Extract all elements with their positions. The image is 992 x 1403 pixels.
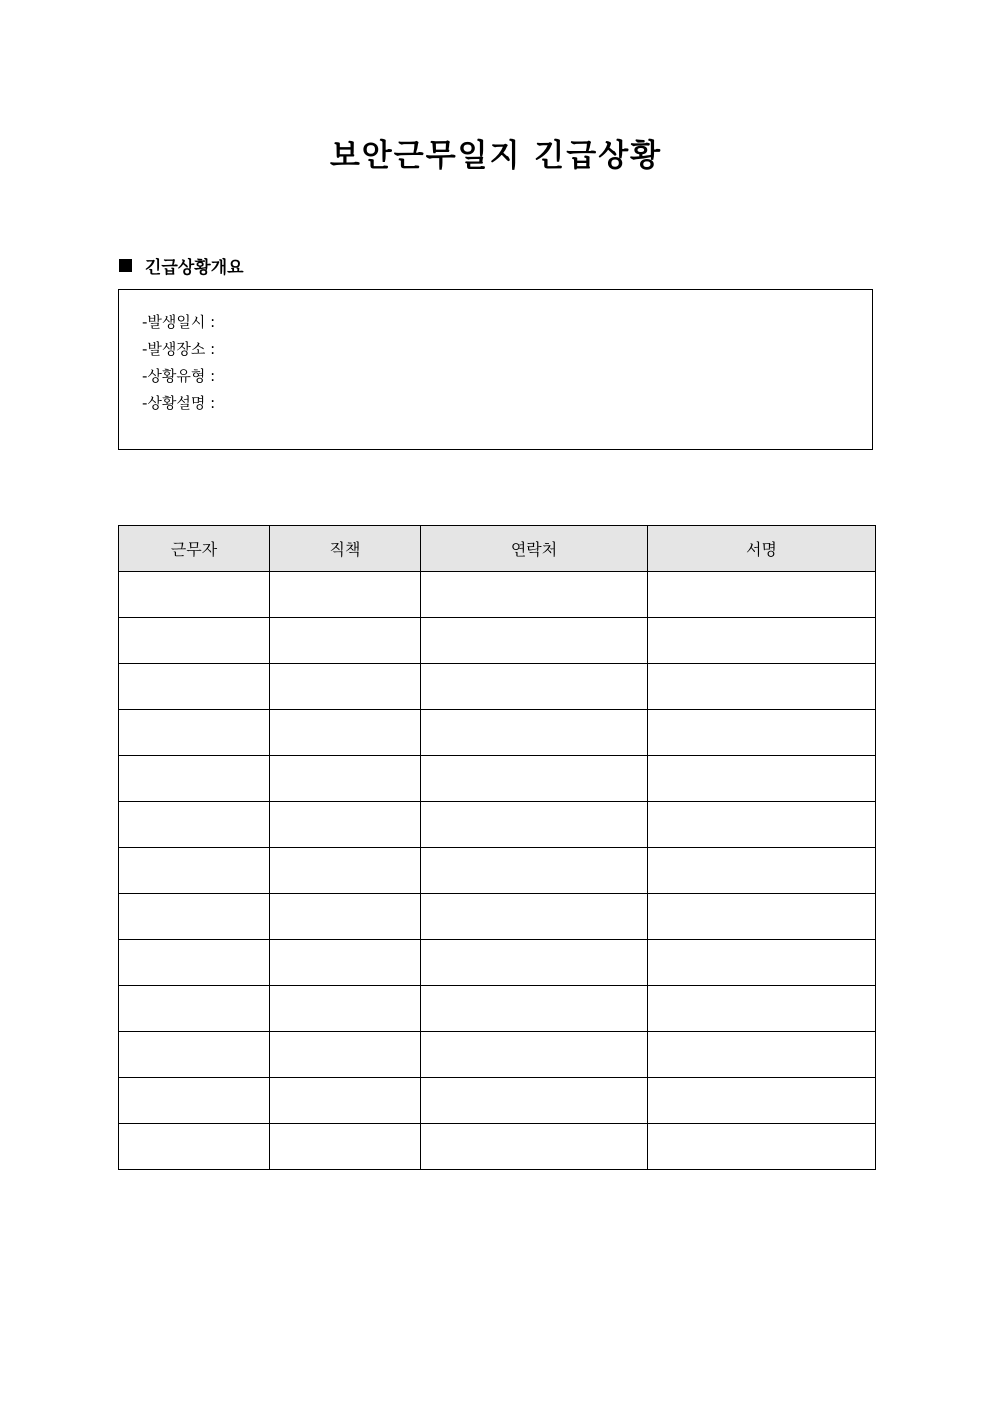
worker-cell[interactable] <box>119 802 270 848</box>
table-row <box>119 572 876 618</box>
position-cell[interactable] <box>270 940 421 986</box>
position-cell[interactable] <box>270 664 421 710</box>
signature-cell[interactable] <box>648 802 876 848</box>
worker-cell[interactable] <box>119 572 270 618</box>
contact-cell[interactable] <box>421 1078 648 1124</box>
contact-cell[interactable] <box>421 894 648 940</box>
position-cell[interactable] <box>270 802 421 848</box>
signature-cell[interactable] <box>648 940 876 986</box>
column-header-signature: 서명 <box>648 526 876 572</box>
contact-cell[interactable] <box>421 1124 648 1170</box>
worker-cell[interactable] <box>119 848 270 894</box>
table-row <box>119 848 876 894</box>
column-header-worker: 근무자 <box>119 526 270 572</box>
signature-cell[interactable] <box>648 664 876 710</box>
worker-cell[interactable] <box>119 756 270 802</box>
table-row <box>119 618 876 664</box>
position-cell[interactable] <box>270 756 421 802</box>
signature-cell[interactable] <box>648 986 876 1032</box>
table-row <box>119 664 876 710</box>
occurrence-location-field[interactable]: -발생장소 : <box>142 340 216 358</box>
staff-roster-table <box>118 525 876 1170</box>
table-row <box>119 986 876 1032</box>
table-row <box>119 802 876 848</box>
contact-cell[interactable] <box>421 710 648 756</box>
document-title: 보안근무일지 긴급상황 <box>329 138 663 174</box>
situation-description-field[interactable]: -상황설명 : <box>142 394 216 412</box>
table-row <box>119 1078 876 1124</box>
table-row <box>119 1032 876 1078</box>
signature-cell[interactable] <box>648 710 876 756</box>
worker-cell[interactable] <box>119 894 270 940</box>
position-cell[interactable] <box>270 986 421 1032</box>
contact-cell[interactable] <box>421 940 648 986</box>
overview-heading-label: 긴급상황개요 <box>145 257 244 278</box>
column-header-contact: 연락처 <box>421 526 648 572</box>
column-header-position: 직책 <box>270 526 421 572</box>
signature-cell[interactable] <box>648 1078 876 1124</box>
signature-cell[interactable] <box>648 618 876 664</box>
table-row <box>119 894 876 940</box>
worker-cell[interactable] <box>119 940 270 986</box>
position-cell[interactable] <box>270 1032 421 1078</box>
occurrence-datetime-field[interactable]: -발생일시 : <box>142 313 216 331</box>
black-square-icon <box>119 259 132 272</box>
table-row <box>119 940 876 986</box>
signature-cell[interactable] <box>648 894 876 940</box>
table-row <box>119 756 876 802</box>
position-cell[interactable] <box>270 710 421 756</box>
position-cell[interactable] <box>270 894 421 940</box>
situation-type-field[interactable]: -상황유형 : <box>142 367 216 385</box>
roster-body <box>119 572 876 1170</box>
position-cell[interactable] <box>270 572 421 618</box>
overview-box <box>118 289 873 450</box>
worker-cell[interactable] <box>119 986 270 1032</box>
contact-cell[interactable] <box>421 1032 648 1078</box>
signature-cell[interactable] <box>648 572 876 618</box>
signature-cell[interactable] <box>648 1124 876 1170</box>
contact-cell[interactable] <box>421 572 648 618</box>
signature-cell[interactable] <box>648 1032 876 1078</box>
worker-cell[interactable] <box>119 1032 270 1078</box>
position-cell[interactable] <box>270 848 421 894</box>
table-row <box>119 710 876 756</box>
contact-cell[interactable] <box>421 802 648 848</box>
table-header-row <box>119 526 876 572</box>
worker-cell[interactable] <box>119 1124 270 1170</box>
position-cell[interactable] <box>270 1124 421 1170</box>
overview-heading <box>119 250 244 280</box>
worker-cell[interactable] <box>119 664 270 710</box>
contact-cell[interactable] <box>421 664 648 710</box>
contact-cell[interactable] <box>421 848 648 894</box>
signature-cell[interactable] <box>648 848 876 894</box>
position-cell[interactable] <box>270 618 421 664</box>
signature-cell[interactable] <box>648 756 876 802</box>
contact-cell[interactable] <box>421 756 648 802</box>
table-row <box>119 1124 876 1170</box>
contact-cell[interactable] <box>421 986 648 1032</box>
worker-cell[interactable] <box>119 618 270 664</box>
contact-cell[interactable] <box>421 618 648 664</box>
worker-cell[interactable] <box>119 1078 270 1124</box>
worker-cell[interactable] <box>119 710 270 756</box>
position-cell[interactable] <box>270 1078 421 1124</box>
